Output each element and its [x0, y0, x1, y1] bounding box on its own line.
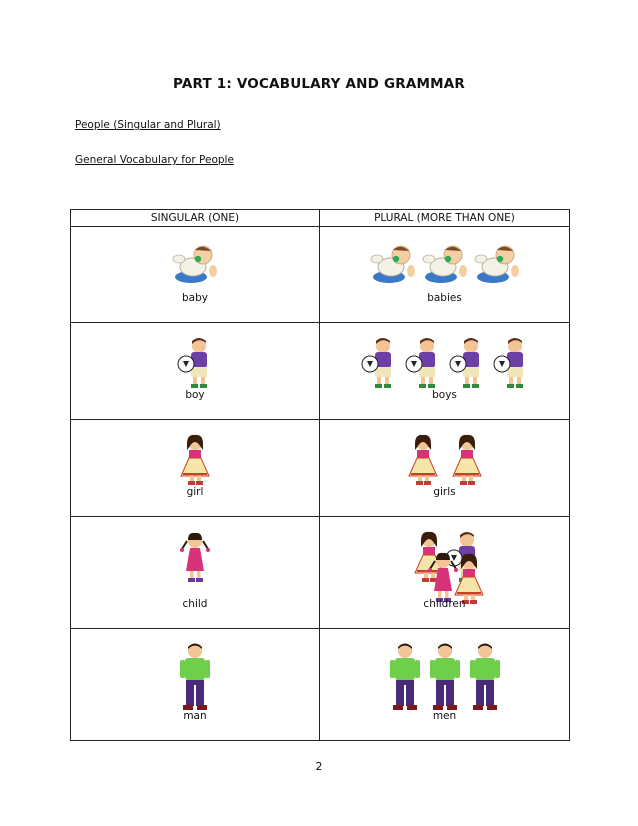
boy-figure-icon: [175, 337, 215, 389]
header-singular: SINGULAR (ONE): [71, 210, 320, 227]
vocabulary-table: [70, 209, 570, 741]
plural-word: children: [423, 598, 466, 610]
plural-cell: [320, 227, 570, 323]
man-figure-icon: [387, 643, 423, 713]
man-figure-icon: [467, 643, 503, 713]
baby-figure-icon: [369, 241, 417, 285]
singular-pictures: [71, 434, 319, 486]
singular-cell: [71, 517, 320, 629]
boy-figure-icon: [403, 337, 443, 389]
boy-figure-icon: [359, 337, 399, 389]
baby-figure-icon: [473, 241, 521, 285]
baby-figure-icon: [421, 241, 469, 285]
singular-cell: [71, 227, 320, 323]
boy-figure-icon: [447, 337, 487, 389]
table-row: [71, 517, 570, 629]
girl-figure-icon: [447, 434, 487, 486]
table-row: [71, 629, 570, 741]
plural-pictures: [320, 531, 569, 601]
table-row: [71, 420, 570, 517]
table-header-row: [71, 210, 570, 227]
singular-pictures: [71, 531, 319, 583]
man-figure-icon: [427, 643, 463, 713]
section-heading-people: People (Singular and Plural): [75, 119, 221, 131]
baby-figure-icon: [171, 241, 219, 285]
singular-word: child: [182, 598, 208, 610]
plural-word: girls: [433, 486, 456, 498]
table-row: [71, 323, 570, 420]
girl-figure-icon: [403, 434, 443, 486]
plural-word: boys: [432, 389, 457, 401]
plural-cell: [320, 323, 570, 420]
girl-figure-icon: [175, 434, 215, 486]
page-number: 2: [315, 760, 323, 773]
singular-cell: [71, 323, 320, 420]
child-figure-icon: [175, 531, 215, 583]
plural-word: men: [432, 710, 457, 722]
singular-pictures: [71, 643, 319, 713]
page-title: PART 1: VOCABULARY AND GRAMMAR: [172, 76, 466, 92]
singular-pictures: [71, 241, 319, 285]
plural-pictures: [320, 337, 569, 389]
singular-cell: [71, 629, 320, 741]
children-group-figure: [405, 531, 485, 601]
plural-pictures: [320, 434, 569, 486]
plural-cell: [320, 420, 570, 517]
plural-pictures: [320, 241, 569, 285]
plural-cell: [320, 629, 570, 741]
singular-word: man: [183, 710, 207, 722]
boy-figure-icon: [491, 337, 531, 389]
singular-cell: [71, 420, 320, 517]
section-heading-general-vocabulary: General Vocabulary for People: [75, 154, 234, 166]
singular-word: boy: [185, 389, 205, 401]
header-plural: PLURAL (MORE THAN ONE): [320, 210, 570, 227]
plural-word: babies: [427, 292, 462, 304]
plural-cell: [320, 517, 570, 629]
man-figure-icon: [177, 643, 213, 713]
singular-word: girl: [186, 486, 204, 498]
singular-pictures: [71, 337, 319, 389]
plural-pictures: [320, 643, 569, 713]
singular-word: baby: [182, 292, 208, 304]
table-row: [71, 227, 570, 323]
